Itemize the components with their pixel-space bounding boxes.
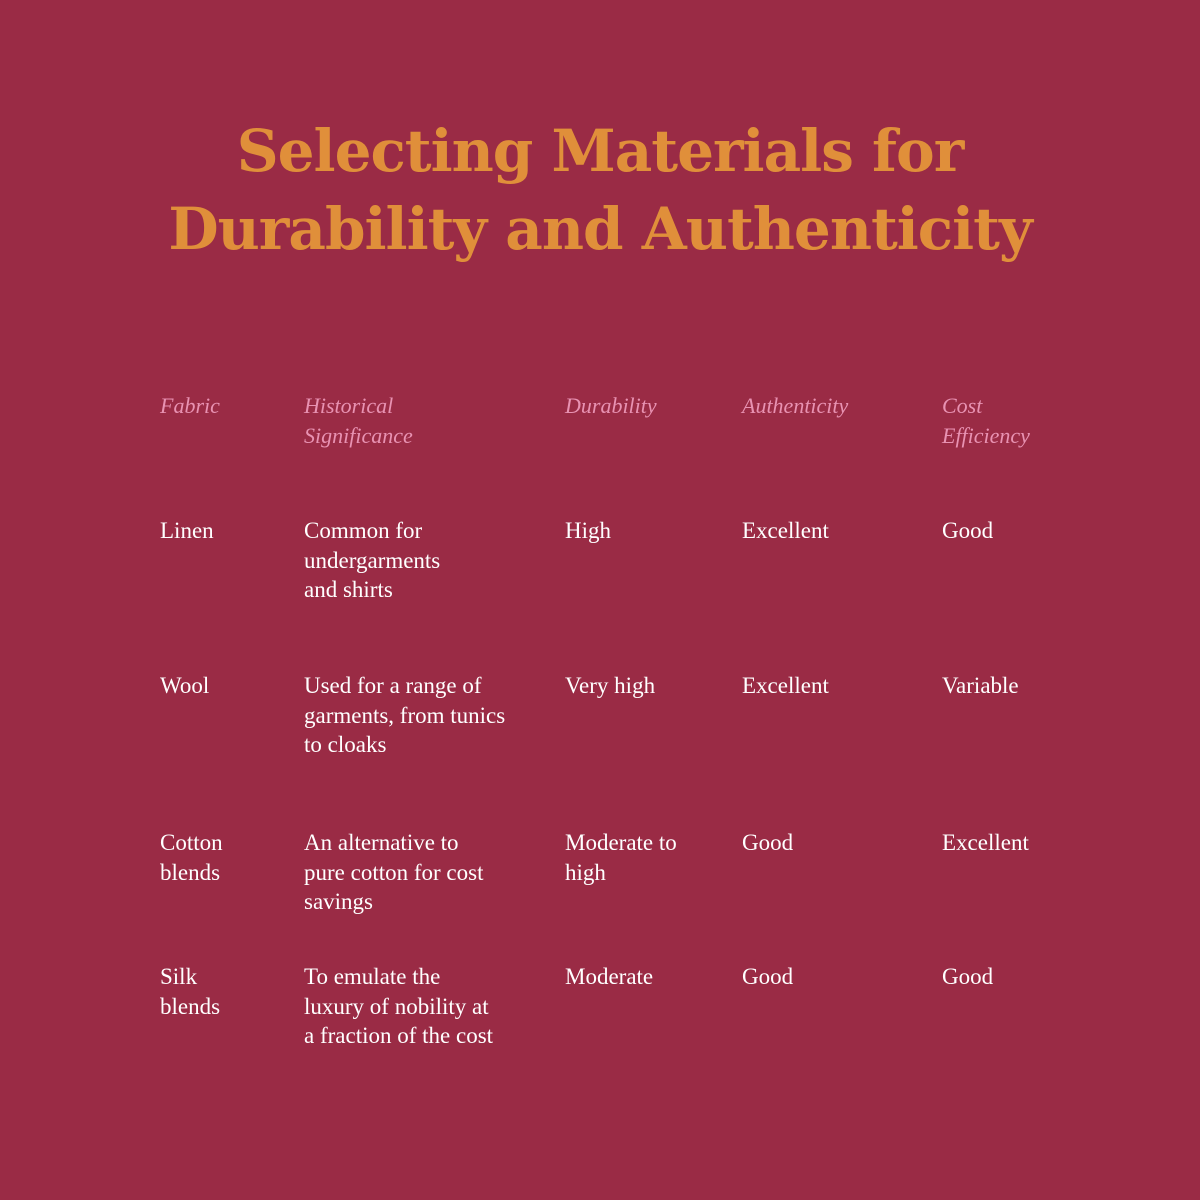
cell-authenticity: Excellent bbox=[742, 673, 829, 698]
cell-durability: Moderate to high bbox=[565, 830, 677, 885]
header-durability: Durability bbox=[565, 393, 657, 418]
cell-cost-efficiency: Good bbox=[942, 518, 994, 543]
cell-fabric: Silk blends bbox=[160, 964, 221, 1019]
cell-durability: Moderate bbox=[565, 964, 654, 989]
cell-cost-efficiency: Excellent bbox=[942, 830, 1029, 855]
header-cost-efficiency: Cost Efficiency bbox=[942, 393, 1030, 448]
cell-authenticity: Good bbox=[742, 964, 794, 989]
cell-cost-efficiency: Variable bbox=[942, 673, 1019, 698]
cell-durability: Very high bbox=[565, 673, 656, 698]
cell-historical-significance: Used for a range of garments, from tunics to cloaks bbox=[304, 673, 506, 757]
header-authenticity: Authenticity bbox=[742, 393, 849, 418]
cell-historical-significance: To emulate the luxury of nobility at a fraction of the cost bbox=[304, 964, 494, 1048]
cell-historical-significance: An alternative to pure cotton for cost savings bbox=[304, 830, 484, 914]
cell-fabric: Wool bbox=[160, 673, 210, 698]
header-fabric: Fabric bbox=[160, 393, 220, 418]
header-historical-significance: Historical Significance bbox=[304, 393, 413, 448]
cell-fabric: Cotton blends bbox=[160, 830, 223, 885]
page-title bbox=[0, 112, 1200, 268]
page-title-line-2: Durability and Authenticity bbox=[168, 195, 1032, 263]
cell-authenticity: Good bbox=[742, 830, 794, 855]
cell-durability: High bbox=[565, 518, 611, 543]
cell-cost-efficiency: Good bbox=[942, 964, 994, 989]
cell-fabric: Linen bbox=[160, 518, 214, 543]
cell-authenticity: Excellent bbox=[742, 518, 829, 543]
cell-historical-significance: Common for undergarments and shirts bbox=[304, 518, 441, 602]
page-title-line-1: Selecting Materials for bbox=[236, 117, 964, 185]
